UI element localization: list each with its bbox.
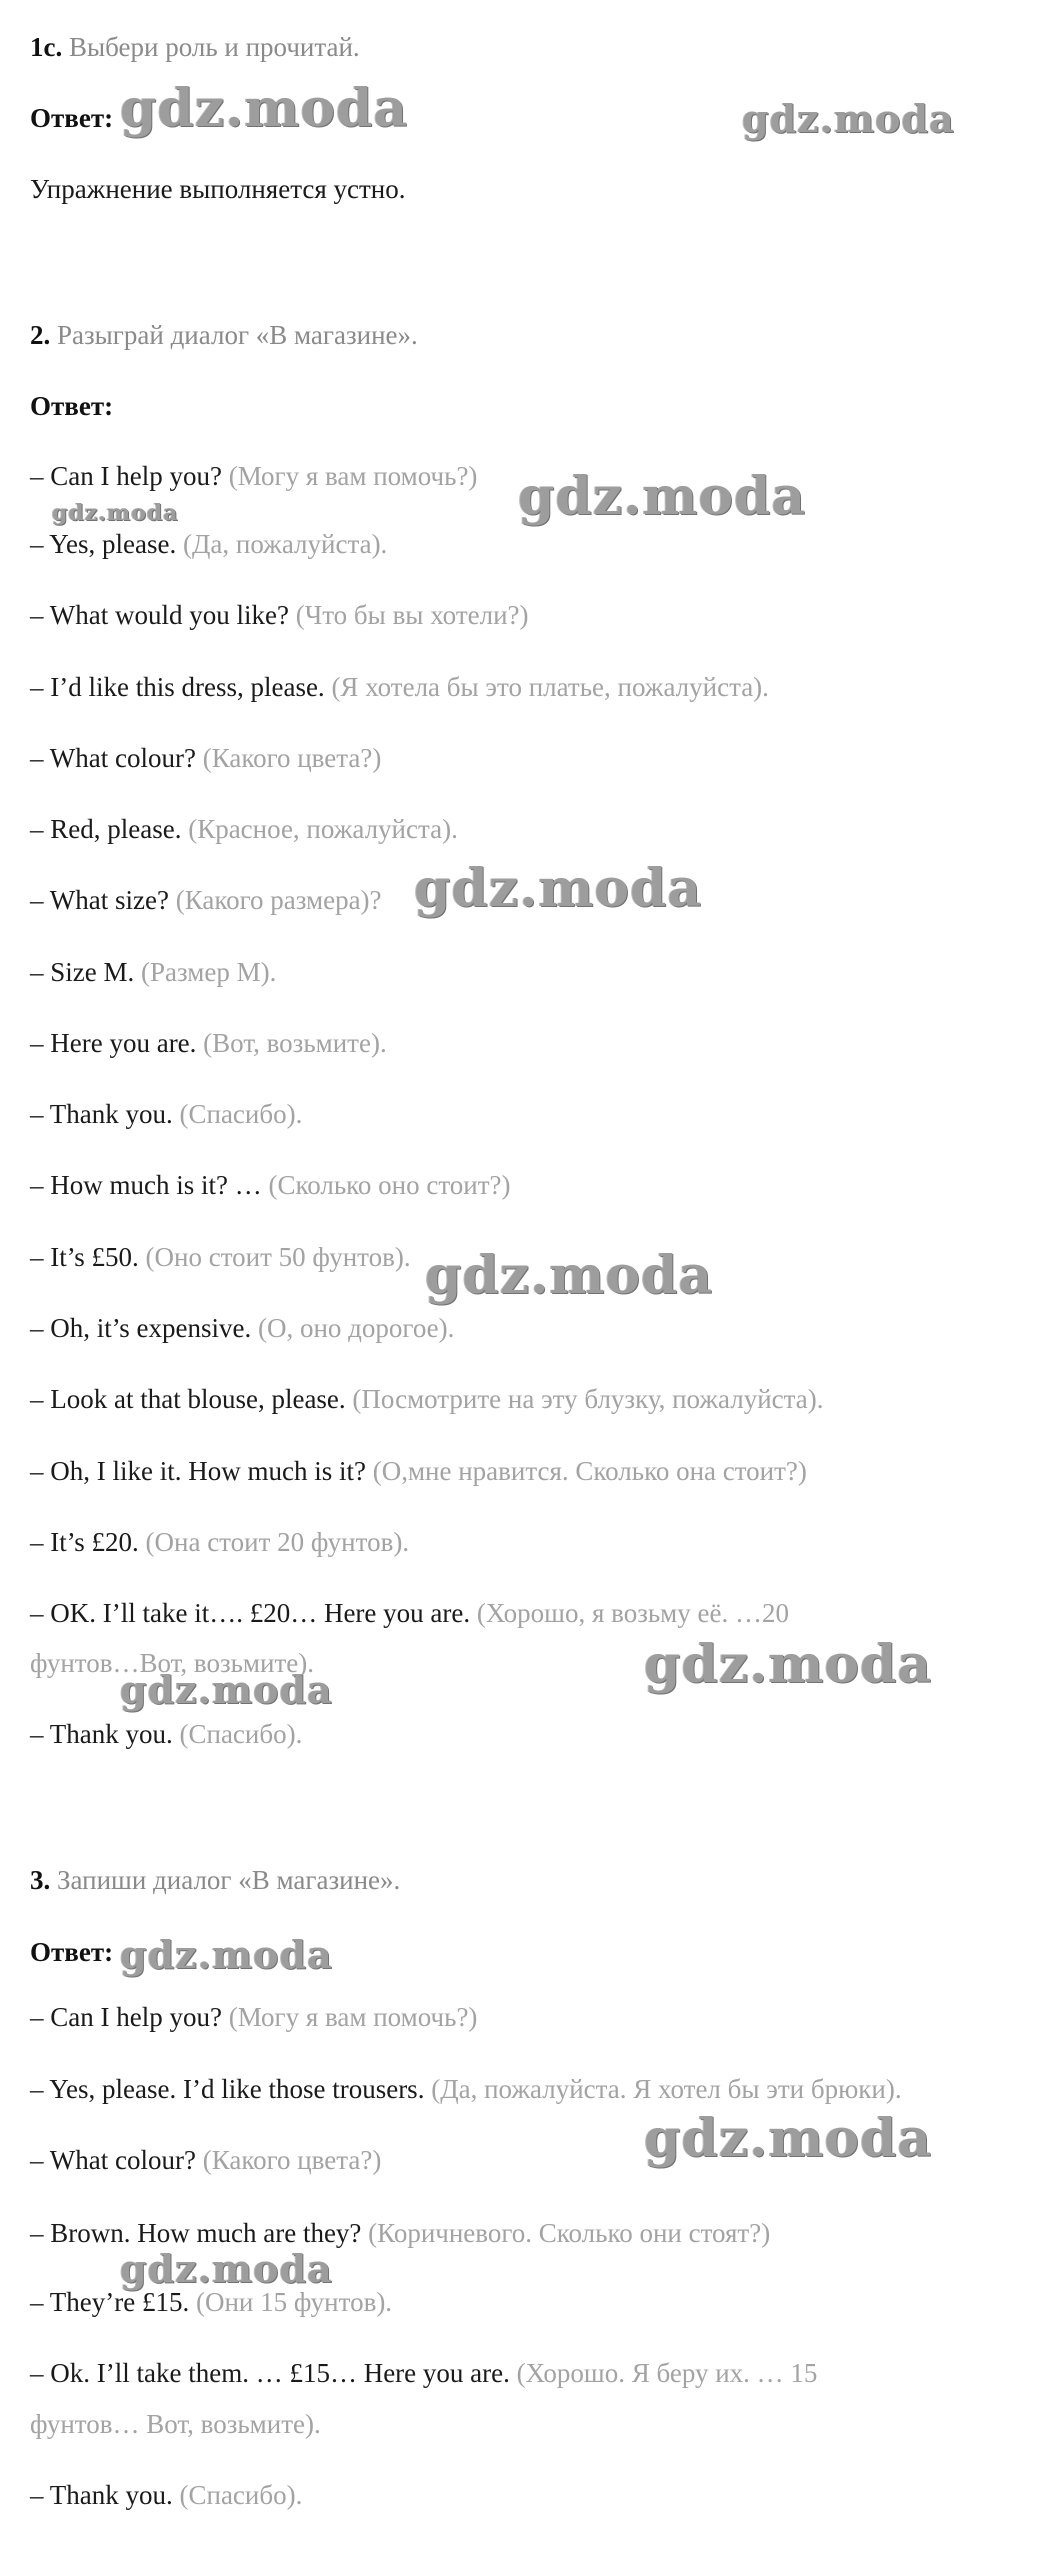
dialog-russian: (Хорошо. Я беру их. … 15 bbox=[516, 2358, 818, 2388]
dialog-line bbox=[30, 1454, 807, 1488]
dialog-russian: (Да, пожалуйста. Я хотел бы эти брюки). bbox=[431, 2074, 902, 2104]
task-text: Выбери роль и прочитай. bbox=[68, 32, 360, 62]
dialog-line bbox=[30, 1525, 409, 1559]
dialog-english: – Can I help you? bbox=[30, 461, 222, 491]
watermark: gdz.moda bbox=[414, 858, 703, 919]
dialog-russian: (Коричневого. Сколько они стоят?) bbox=[368, 2218, 771, 2248]
task-1-heading bbox=[30, 30, 360, 64]
dialog-russian: (Я хотела бы это платье, пожалуйста). bbox=[331, 672, 769, 702]
dialog-line bbox=[30, 812, 458, 846]
dialog-russian: (Посмотрите на эту блузку, пожалуйста). bbox=[352, 1384, 824, 1414]
task-1-answer-text: Упражнение выполняется устно. bbox=[30, 174, 406, 204]
dialog-line bbox=[30, 459, 477, 493]
dialog-english: – It’s £20. bbox=[30, 1527, 139, 1557]
watermark: gdz.moda bbox=[120, 2246, 333, 2291]
dialog-line bbox=[30, 1240, 411, 1274]
dialog-english: – They’re £15. bbox=[30, 2287, 190, 2317]
answer-label: Ответ: bbox=[30, 391, 114, 421]
watermark: gdz.moda bbox=[742, 96, 955, 141]
dialog-russian: (Какого размера)? bbox=[175, 885, 382, 915]
task-text: Разыграй диалог «В магазине». bbox=[57, 320, 418, 350]
dialog-line bbox=[30, 2478, 302, 2512]
watermark: gdz.moda bbox=[120, 1667, 333, 1712]
dialog-line bbox=[30, 670, 769, 704]
dialog-russian: (Хорошо, я возьму её. …20 bbox=[476, 1598, 789, 1628]
dialog-english: – Red, please. bbox=[30, 814, 182, 844]
task-3-heading bbox=[30, 1863, 400, 1897]
dialog-russian: (Оно стоит 50 фунтов). bbox=[145, 1242, 411, 1272]
dialog-russian: фунтов… Вот, возьмите). bbox=[30, 2409, 321, 2439]
dialog-russian: (Что бы вы хотели?) bbox=[295, 600, 529, 630]
dialog-line bbox=[30, 2143, 381, 2177]
task-text: Запиши диалог «В магазине». bbox=[57, 1865, 401, 1895]
dialog-line bbox=[30, 1168, 511, 1202]
answer-label: Ответ: bbox=[30, 103, 114, 133]
dialog-english: – What colour? bbox=[30, 743, 196, 773]
dialog-line bbox=[30, 2072, 902, 2106]
dialog-line bbox=[30, 598, 529, 632]
dialog-line bbox=[30, 741, 381, 775]
task-number: 1c. bbox=[30, 32, 63, 62]
dialog-line bbox=[30, 1026, 387, 1060]
dialog-english: – Size M. bbox=[30, 957, 135, 987]
dialog-russian: (Какого цвета?) bbox=[202, 743, 382, 773]
watermark: gdz.moda bbox=[120, 78, 409, 139]
watermark: gdz.moda bbox=[644, 2108, 933, 2169]
dialog-english: – What colour? bbox=[30, 2145, 196, 2175]
dialog-line bbox=[30, 1097, 302, 1131]
dialog-english: – Thank you. bbox=[30, 1099, 173, 1129]
dialog-russian: (Спасибо). bbox=[179, 1099, 303, 1129]
dialog-russian: фунтов…Вот, возьмите). bbox=[30, 1648, 314, 1678]
watermark: gdz.moda bbox=[644, 1634, 933, 1695]
task-2-answer-label bbox=[30, 389, 113, 423]
dialog-russian: (Они 15 фунтов). bbox=[195, 2287, 393, 2317]
dialog-line bbox=[30, 1717, 302, 1751]
dialog-english: – Thank you. bbox=[30, 2480, 173, 2510]
dialog-english: – OK. I’ll take it…. £20… Here you are. bbox=[30, 1598, 471, 1628]
dialog-russian: (О, оно дорогое). bbox=[257, 1313, 455, 1343]
dialog-line-continuation bbox=[30, 2407, 321, 2441]
dialog-russian: (О,мне нравится. Сколько она стоит?) bbox=[372, 1456, 807, 1486]
dialog-english: – Oh, I like it. How much is it? bbox=[30, 1456, 366, 1486]
watermark: gdz.moda bbox=[425, 1245, 714, 1306]
dialog-english: – I’d like this dress, please. bbox=[30, 672, 325, 702]
dialog-russian: (Размер М). bbox=[141, 957, 277, 987]
dialog-english: – Look at that blouse, please. bbox=[30, 1384, 346, 1414]
task-2-heading bbox=[30, 318, 418, 352]
dialog-line bbox=[30, 527, 387, 561]
task-number: 3. bbox=[30, 1865, 51, 1895]
watermark: gdz.moda bbox=[518, 466, 807, 527]
dialog-russian: (Могу я вам помочь?) bbox=[228, 2002, 478, 2032]
task-3-answer-label bbox=[30, 1935, 113, 1969]
dialog-line bbox=[30, 955, 276, 989]
dialog-line bbox=[30, 883, 382, 917]
dialog-russian: (Вот, возьмите). bbox=[203, 1028, 387, 1058]
dialog-russian: (Спасибо). bbox=[179, 1719, 303, 1749]
dialog-english: – Here you are. bbox=[30, 1028, 197, 1058]
dialog-english: – What would you like? bbox=[30, 600, 289, 630]
dialog-line bbox=[30, 2000, 477, 2034]
dialog-russian: (Красное, пожалуйста). bbox=[188, 814, 458, 844]
dialog-english: – It’s £50. bbox=[30, 1242, 139, 1272]
dialog-line bbox=[30, 1382, 824, 1416]
task-number: 2. bbox=[30, 320, 51, 350]
task-1-answer-label bbox=[30, 101, 113, 135]
answer-label: Ответ: bbox=[30, 1937, 114, 1967]
dialog-line bbox=[30, 2216, 770, 2250]
dialog-english: – How much is it? … bbox=[30, 1170, 262, 1200]
dialog-russian: (Какого цвета?) bbox=[202, 2145, 382, 2175]
dialog-english: – Yes, please. bbox=[30, 529, 177, 559]
dialog-english: – What size? bbox=[30, 885, 169, 915]
dialog-english: – Thank you. bbox=[30, 1719, 173, 1749]
dialog-russian: (Спасибо). bbox=[179, 2480, 303, 2510]
dialog-russian: (Сколько оно стоит?) bbox=[268, 1170, 511, 1200]
dialog-line bbox=[30, 1596, 789, 1630]
watermark: gdz.moda bbox=[120, 1932, 333, 1977]
dialog-russian: (Могу я вам помочь?) bbox=[228, 461, 478, 491]
dialog-english: – Yes, please. I’d like those trousers. bbox=[30, 2074, 425, 2104]
dialog-english: – Can I help you? bbox=[30, 2002, 222, 2032]
dialog-english: – Brown. How much are they? bbox=[30, 2218, 362, 2248]
dialog-english: – Oh, it’s expensive. bbox=[30, 1313, 252, 1343]
dialog-russian: (Она стоит 20 фунтов). bbox=[145, 1527, 410, 1557]
dialog-line bbox=[30, 2356, 817, 2390]
dialog-english: – Ok. I’ll take them. … £15… Here you are. bbox=[30, 2358, 510, 2388]
dialog-line bbox=[30, 1311, 454, 1345]
dialog-russian: (Да, пожалуйста). bbox=[183, 529, 388, 559]
watermark: gdz.moda bbox=[52, 500, 179, 526]
